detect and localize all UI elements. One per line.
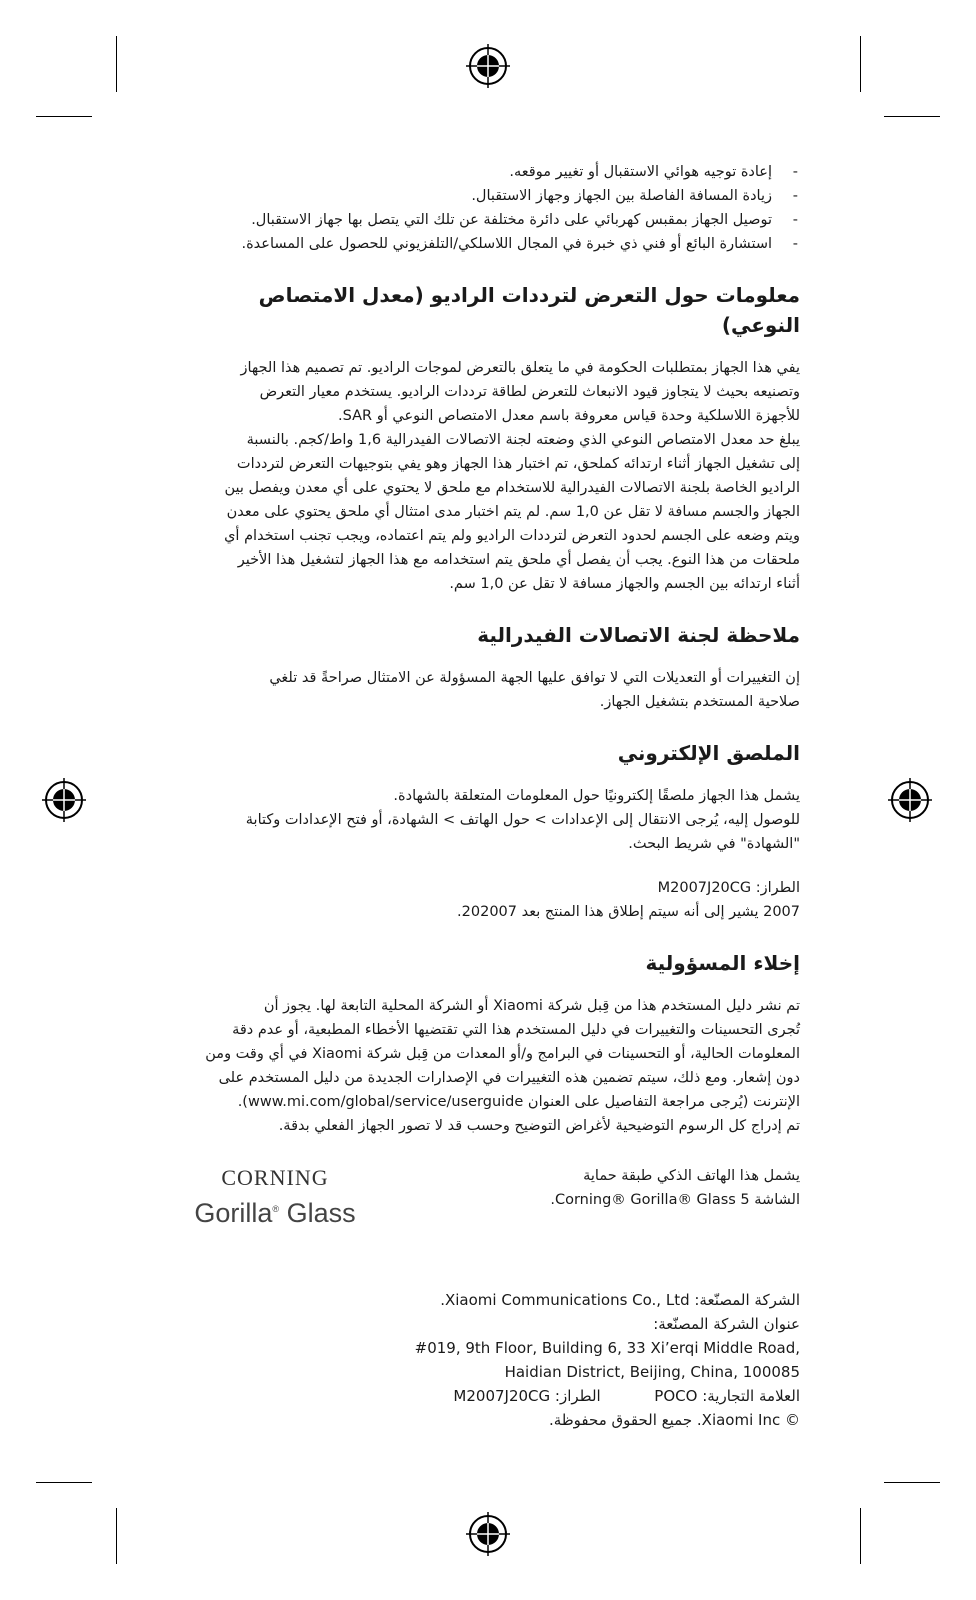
list-item: - إعادة توجيه هوائي الاستقبال أو تغيير موقعه. xyxy=(180,160,800,184)
brand-model-line xyxy=(380,1384,800,1408)
corning-text xyxy=(550,1164,800,1212)
elabel-heading: الملصق الإلكتروني xyxy=(617,741,800,765)
text-line: صلاحية المستخدم بتشغيل الجهاز. xyxy=(599,694,800,710)
text-line: يشمل هذا الهاتف الذكي طبقة حماية xyxy=(583,1168,800,1184)
manufacturer-info xyxy=(380,1288,800,1432)
text-line: "الشهادة" في شريط البحث. xyxy=(628,836,800,852)
text-line: يشمل هذا الجهاز ملصقًا إلكترونيًا حول المعلومات المتعلقة بالشهادة. xyxy=(393,788,800,804)
crop-mark xyxy=(36,1482,92,1483)
text-line: الجهاز والجسم مسافة لا تقل عن 1,0 سم. لم يتم اختبار مدى امتثال أي ملحق يحتوي على معدن xyxy=(226,504,800,520)
text-line: للأجهزة اللاسلكية وحدة قياس معروفة باسم معدل الامتصاص النوعي أو SAR. xyxy=(338,408,800,424)
fcc-paragraph xyxy=(180,666,800,714)
date-code-line: 2007 يشير إلى أنه سيتم إطلاق هذا المنتج بعد 202007. xyxy=(457,904,800,920)
text-line: يبلغ حد معدل الامتصاص النوعي الذي وضعته لجنة الاتصالات الفيدرالية 1,6 واط/كجم. بالنسبة xyxy=(246,432,800,448)
manufacturer-address-line: #019, 9th Floor, Building 6, 33 Xi’erqi Middle Road, xyxy=(414,1339,800,1357)
text-line: ويتم وضعه على الجسم لحدود التعرض لترددات الراديو ولم يتم اعتماده، ويجب تجنب استخدام أي xyxy=(224,528,800,544)
text-line: يفي هذا الجهاز بمتطلبات الحكومة في ما يتعلق بالتعرض لموجات الراديو. تم تصميم هذا الجهاز xyxy=(240,360,800,376)
manufacturer-company: الشركة المصنّعة: Xiaomi Communications Co., Ltd. xyxy=(440,1291,800,1309)
registration-mark-icon xyxy=(464,42,512,90)
crop-mark xyxy=(860,36,861,92)
registration-mark-icon xyxy=(886,776,934,824)
text-line: ملحقات من هذا النوع. يجب أن يفصل أي ملحق يتم استخدامه مع هذا الجهاز لتشغيل هذا الأخير xyxy=(237,552,800,568)
text-line: الشاشة Corning® Gorilla® Glass 5. xyxy=(550,1192,800,1208)
crop-mark xyxy=(36,116,92,117)
brand-label: العلامة التجارية: POCO xyxy=(654,1387,800,1405)
disclaimer-heading: إخلاء المسؤولية xyxy=(645,951,800,975)
document-body xyxy=(180,160,800,1230)
sar-paragraph xyxy=(180,356,800,596)
disclaimer-paragraph xyxy=(180,994,800,1138)
text-line: الإنترنت (يُرجى مراجعة التفاصيل على العنوان www.mi.com/global/service/userguide). xyxy=(237,1094,800,1110)
list-item: - استشارة البائع أو فني ذي خبرة في المجال اللاسلكي/التلفزيوني للحصول على المساعدة. xyxy=(180,232,800,256)
list-item: - زيادة المسافة الفاصلة بين الجهاز وجهاز الاستقبال. xyxy=(180,184,800,208)
crop-mark xyxy=(884,1482,940,1483)
model-line: الطراز: M2007J20CG xyxy=(657,880,800,896)
text-line: تم إدراج كل الرسوم التوضيحية لأغراض التوضيح وحسب قد لا تصور الجهاز الفعلي بدقة. xyxy=(278,1118,800,1134)
text-line: تم نشر دليل المستخدم هذا من قِبل شركة Xiaomi أو الشركة المحلية التابعة لها. يجوز أن xyxy=(263,998,800,1014)
registration-mark-icon xyxy=(464,1510,512,1558)
copyright-line: © Xiaomi Inc. جميع الحقوق محفوظة. xyxy=(548,1411,800,1429)
bullet-list xyxy=(180,160,800,256)
registration-mark-icon xyxy=(40,776,88,824)
manufacturer-address-line: Haidian District, Beijing, China, 100085 xyxy=(504,1363,800,1381)
crop-mark xyxy=(116,1508,117,1564)
crop-mark xyxy=(116,36,117,92)
logo-gorilla-glass-wordmark: Gorilla® Glass xyxy=(194,1198,356,1228)
elabel-paragraph xyxy=(180,784,800,924)
corning-section xyxy=(180,1164,800,1230)
list-item: - توصيل الجهاز بمقبس كهربائي على دائرة مختلفة عن تلك التي يتصل بها جهاز الاستقبال. xyxy=(180,208,800,232)
text-line: أثناء ارتدائه بين الجسم والجهاز مسافة لا تقل عن 1,0 سم. xyxy=(449,576,800,592)
fcc-heading: ملاحظة لجنة الاتصالات الفيدرالية xyxy=(477,623,800,647)
text-line: تُجرى التحسينات والتغييرات في دليل المستخدم هذا التي تقتضيها الأخطاء المطبعية، أو عدم دقة xyxy=(232,1022,800,1038)
text-line: للوصول إليه، يُرجى الانتقال إلى الإعدادات > حول الهاتف > الشهادة، أو فتح الإعدادات وكتابة xyxy=(245,812,800,828)
crop-mark xyxy=(884,116,940,117)
logo-corning-wordmark: CORNING xyxy=(221,1165,329,1190)
text-line: الراديو الخاصة بلجنة الاتصالات الفيدرالية للاستخدام مع ملحق لا يحتوي على أي معدن ويفصل بين xyxy=(224,480,800,496)
text-line: وتصنيعه بحيث لا يتجاوز قيود الانبعاث للتعرض لطاقة ترددات الراديو. يستخدم معيار التعرض xyxy=(259,384,800,400)
sar-heading: معلومات حول التعرض لترددات الراديو (معدل الامتصاص النوعي) xyxy=(258,283,800,337)
corning-gorilla-glass-logo xyxy=(180,1164,370,1230)
text-line: المعلومات الحالية، أو التحسينات في البرامج و/أو المعدات من قِبل شركة Xiaomi في أي وقت ومن xyxy=(205,1046,800,1062)
text-line: دون إشعار. ومع ذلك، سيتم تضمين هذه التغييرات في الإصدارات الجديدة من دليل المستخدم على xyxy=(218,1070,800,1086)
model-label: الطراز: M2007J20CG xyxy=(453,1387,601,1405)
text-line: إن التغييرات أو التعديلات التي لا توافق عليها الجهة المسؤولة عن الامتثال صراحةً قد تلغي xyxy=(269,670,800,686)
text-line: إلى تشغيل الجهاز أثناء ارتدائه كملحق، تم اختبار هذا الجهاز وهو يفي بتوجيهات التعرض لترددات xyxy=(236,456,800,472)
manufacturer-address-label: عنوان الشركة المصنّعة: xyxy=(653,1315,800,1333)
crop-mark xyxy=(860,1508,861,1564)
